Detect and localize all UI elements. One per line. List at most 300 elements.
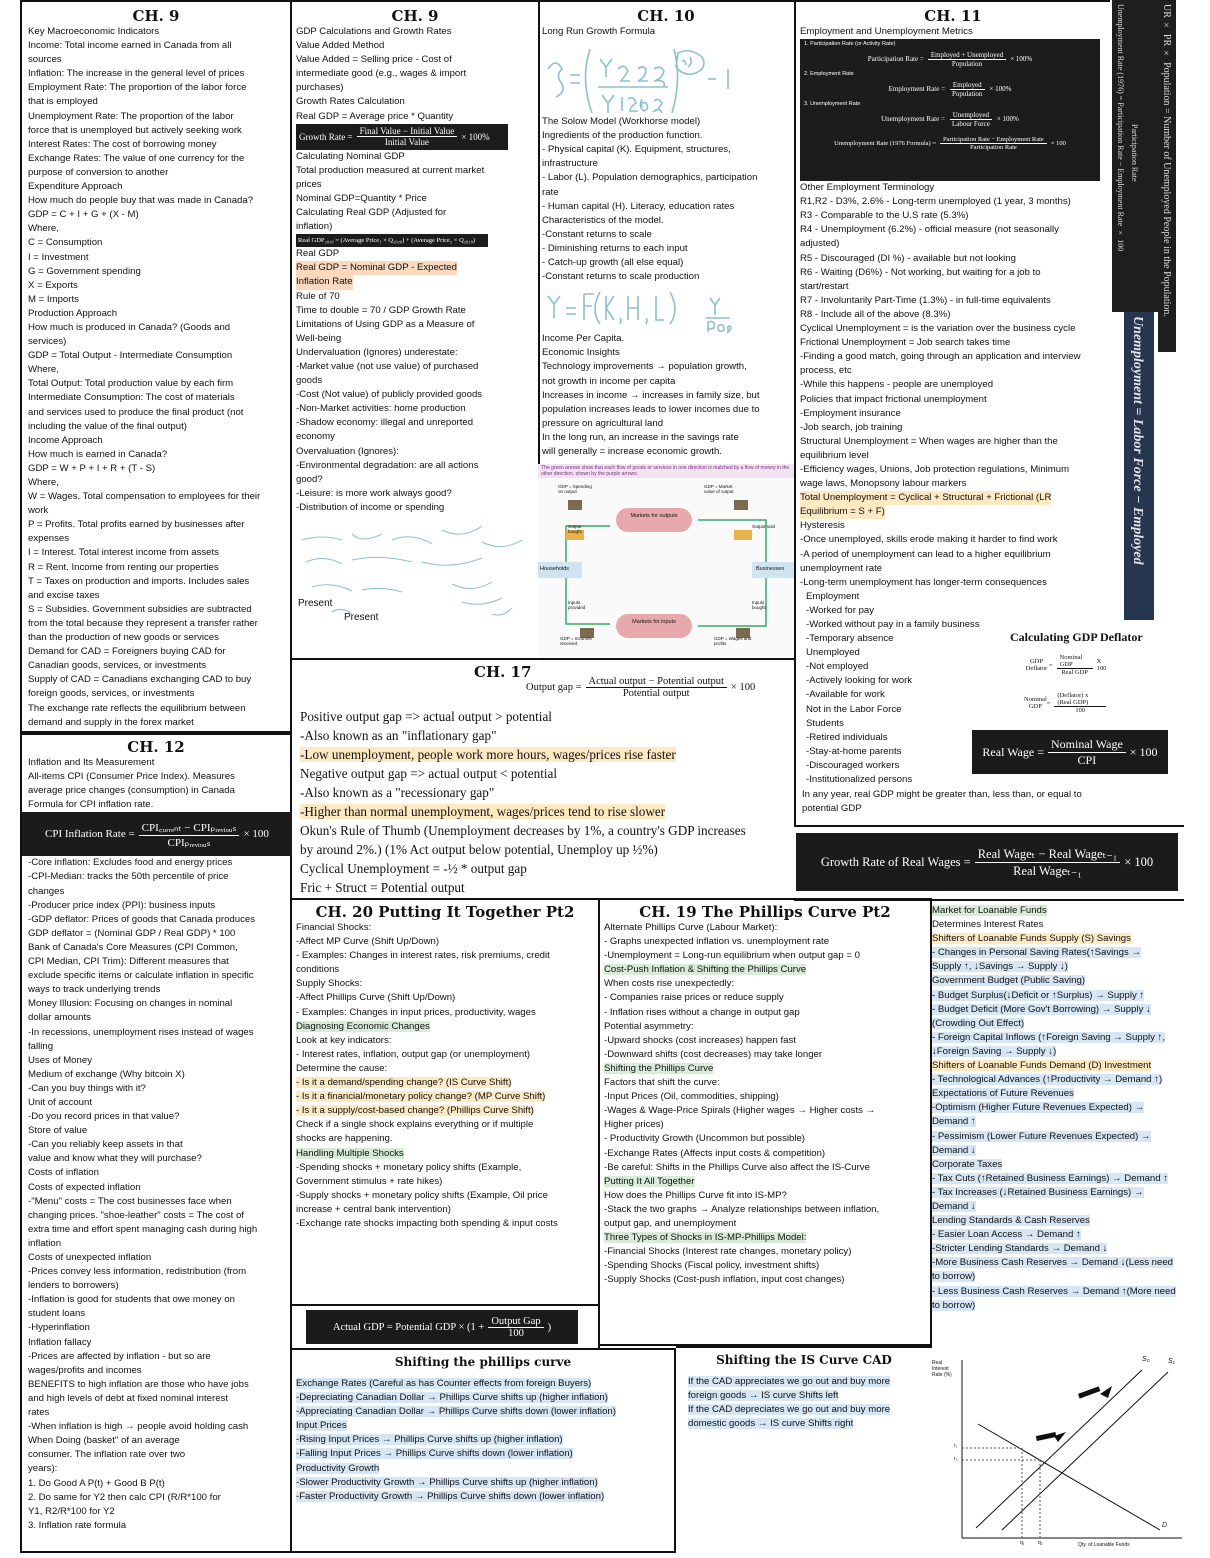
text-line: -Supply shocks + monetary policy shifts (Example, Oil price <box>296 1189 548 1201</box>
inputs-provided-label: Inputs provided <box>568 600 586 610</box>
text-line: Unemployed <box>806 647 860 659</box>
cost-push-heading: Cost-Push Inflation & Shifting the Phillips Curve <box>604 964 807 976</box>
text-line: Potential asymmetry: <box>604 1020 694 1032</box>
text-line: Lending Standards & Cash Reserves <box>932 1215 1090 1227</box>
text-line: W = Wages. Total compensation to employees for their <box>28 491 261 503</box>
text-line: equilibrium level <box>800 449 869 461</box>
rate-label-2: r₂ <box>954 1456 958 1462</box>
real-wage-growth-formula: Growth Rate of Real Wages = $\frac{\text{Real Wageₜ − Real Wageₜ₋₁}}{\text{Real Wageₜ₋₁}}$ × 100 <box>796 833 1178 891</box>
text-line: -Cost (Not value) of publicly provided goods <box>296 389 483 401</box>
text-line: When Doing (basket" of an average <box>28 1435 180 1447</box>
ch12-text-block-2 <box>28 856 284 1533</box>
text-line: Higher prices) <box>604 1119 664 1131</box>
text-line: Government stimulus + rate hikes) <box>296 1175 443 1187</box>
text-line: -Prices convey less information, redistribution (from <box>28 1266 247 1278</box>
text-line: -Do you record prices in that value? <box>28 1111 180 1123</box>
multiple-shocks-heading: Handling Multiple Shocks <box>296 1147 404 1159</box>
ch19-text-block-1 <box>604 921 926 963</box>
text-line: -Affect MP Curve (Shift Up/Down) <box>296 936 440 948</box>
text-line: Students <box>806 717 844 729</box>
panel-title: Shifting the IS Curve CAD <box>716 1353 892 1367</box>
chart-x-axis-label: Qty. of Loanable Funds <box>1078 1542 1130 1548</box>
total-unemployment-highlight: Total Unemployment = Cyclical + Structural + Frictional (LR Equilibrium = S + F) <box>800 491 1106 519</box>
text-line: ↓Foreign Saving → Supply ↓) <box>932 1045 1057 1057</box>
text-line: Costs of unexpected inflation <box>28 1252 152 1263</box>
vertical-formula-strip-1: Unemployment Rate (1976) = Participation Rate − Employment Rate × 100 Participation Rate <box>1112 0 1158 312</box>
panel-title: CH. 10 <box>637 7 695 25</box>
text-line: Financial Shocks: <box>296 922 372 933</box>
text-line: - Budget Deficit (More Gov't Borrowing) → Supply ↓ <box>932 1003 1151 1015</box>
text-line: intermediate good (e.g., wages & import <box>296 68 467 80</box>
ch20-text-block-3 <box>296 1118 594 1146</box>
text-line: -Financial Shocks (Interest rate changes, monetary policy) <box>604 1246 852 1258</box>
three-shocks-heading: Three Types of Shocks in IS-MP-Phillips Model: <box>604 1232 807 1244</box>
text-line: Supply Shocks: <box>296 978 363 990</box>
ch19-phillips-panel <box>598 898 932 1346</box>
text-line: - Inflation rises without a change in output gap <box>604 1006 800 1018</box>
text-line: Exchange Rates (Careful as has Counter effects from foreign Buyers) <box>296 1378 592 1389</box>
text-line: - Changes in Personal Saving Rates(↑Savings → <box>932 947 1142 959</box>
text-line: - Foreign Capital Inflows (↑Foreign Saving → Supply ↑, <box>932 1031 1166 1043</box>
ch9b-text-block-2 <box>296 150 534 235</box>
text-line: - Pessimism (Lower Future Revenues Expected) → <box>932 1130 1151 1142</box>
unemployment-rate-formula: Unemployment Rate = $\frac{\text{Unemployed}}{\text{Labour Force}}$ × 100% <box>881 110 1019 128</box>
chart-y-axis-label: Real Interest Rate (%) <box>932 1360 952 1378</box>
text-line: and high levels of debt at fixed nominal interest <box>28 1392 228 1404</box>
text-line: C = Consumption <box>28 237 103 249</box>
text-line: inflation <box>28 1237 62 1249</box>
text-line: -Worked without pay in a family business <box>806 619 980 630</box>
text-line: population increases leads to lower incomes due to <box>542 403 760 415</box>
present-label-2: Present <box>344 612 379 623</box>
text-line: -Stricter Lending Standards → Demand ↓ <box>932 1243 1108 1255</box>
text-line: R5 - Discouraged (DI %) - available but not looking <box>800 252 1016 264</box>
text-line: Unit of account <box>28 1096 92 1108</box>
panel-title: CH. 9 <box>391 7 439 25</box>
text-line: -Be careful: Shifts in the Phillips Curve also affect the IS-Curve <box>604 1161 870 1173</box>
text-line: All-items CPI (Consumer Price Index). Measures <box>28 771 235 783</box>
text-line: Factors that shift the curve: <box>604 1077 720 1089</box>
ch9b-text-block-4 <box>296 290 534 516</box>
text-line: R6 - Waiting (D6%) - Not working, but waiting for a job to <box>800 266 1041 278</box>
text-line: Cyclical Unemployment = is the variation over the business cycle <box>800 323 1076 335</box>
text-line: wage laws, Monopsony labour markers <box>800 478 967 490</box>
text-line: Shifters of Loanable Funds Supply (S) Savings <box>932 933 1131 945</box>
text-line: from the total because they represent a transfer rather <box>28 617 258 629</box>
text-line: work <box>28 505 49 517</box>
text-line: -Faster Productivity Growth → Phillips Curve shifts down (lower inflation) <box>296 1490 605 1502</box>
text-line: -Institutionalized persons <box>806 774 913 786</box>
ch12-inflation-panel <box>20 733 292 1553</box>
text-line: -Can you buy things with it? <box>28 1082 146 1094</box>
participation-rate-formula: Participation Rate = $\frac{\text{Employed + Unemployed}}{\text{Population}}$ × 100% <box>867 50 1033 68</box>
text-line: unemployment rate <box>800 562 883 574</box>
text-line: -Distribution of income or spending <box>296 501 445 513</box>
text-line: years): <box>28 1463 58 1475</box>
iscad-text-block <box>688 1375 920 1431</box>
gdp-deflator-section <box>1010 630 1210 645</box>
text-line: Market for Loanable Funds <box>932 905 1047 916</box>
text-line: prices <box>296 178 322 190</box>
text-line: (Crowding Out Effect) <box>932 1017 1025 1029</box>
text-line: Interest Rates: The cost of borrowing money <box>28 138 217 150</box>
ch10-text-block-1 <box>542 115 790 284</box>
panel-title: CH. 11 <box>924 7 982 25</box>
panel-title: CH. 9 <box>132 7 180 25</box>
text-line: Income Approach <box>28 434 103 446</box>
text-line: Bank of Canada's Core Measures (CPI Common, <box>28 941 238 953</box>
text-line: Inflation fallacy <box>28 1336 92 1348</box>
ch9a-text-block <box>28 25 284 730</box>
text-line: shocks are happening. <box>296 1133 393 1145</box>
text-line: -Supply Shocks (Cost-push inflation, input cost changes) <box>604 1274 845 1286</box>
text-line: Where, <box>28 477 59 488</box>
text-line: -Stay-at-home parents <box>806 745 902 757</box>
text-line: average price changes (consumption) in Canada <box>28 785 235 797</box>
text-line: Alternate Phillips Curve (Labour Market): <box>604 922 778 933</box>
growth-rate-formula: Growth Rate = $\frac{\text{Final Value − Initial Value}}{\text{Initial Value}}$ × 100% <box>296 124 508 150</box>
text-line: Growth Rates Calculation <box>296 96 405 108</box>
real-wage-growth-section <box>794 825 1184 901</box>
text-line: R4 - Unemployment (6.2%) - official measure (not seasonally <box>800 224 1059 236</box>
text-line: Store of value <box>28 1125 88 1137</box>
text-line: -Available for work <box>806 689 885 701</box>
text-line: - Companies raise prices or reduce supply <box>604 992 784 1004</box>
output-gap-formula: Output gap = $\frac{\text{Actual output − Potential output}}{\text{Potential output}}$ × 100 <box>526 676 756 699</box>
text-line: sources <box>28 54 62 66</box>
real-gdp-formula: Real GDP₂₀₂₀ = (Average Price₁ × Q₂₀₂₀) + (Average Price₂ × Q₂₀₂₀) <box>296 234 488 247</box>
text-line: Not in the Labor Force <box>806 703 902 715</box>
text-line: Medium of exchange (Why bitcoin X) <box>28 1068 185 1080</box>
text-line: -Long-term unemployment has longer-term consequences <box>800 576 1047 588</box>
panel-title: CH. 12 <box>127 738 185 756</box>
text-line: -Prices are affected by inflation - but so are <box>28 1350 211 1362</box>
text-line: good? <box>296 473 323 485</box>
text-line: -Actively looking for work <box>806 675 913 687</box>
ch10-text-block-2 <box>542 332 790 459</box>
text-line: -More Business Cash Reserves → Demand ↓(Less need <box>932 1257 1174 1269</box>
text-line: -Falling Input Prices → Phillips Curve shifts down (lower inflation) <box>296 1448 573 1460</box>
ch19-text-block-4 <box>604 1189 926 1231</box>
text-line: - Tax Increases (↓Retained Business Earnings) → <box>932 1186 1144 1198</box>
text-line: -Temporary absence <box>806 633 894 645</box>
text-line: adjusted) <box>800 238 840 250</box>
panel-title: CH. 17 <box>474 663 532 681</box>
text-line: 1. Do Good A P(t) + Good B P(t) <box>28 1477 165 1489</box>
text-line: Employment Rate: The proportion of the labor force <box>28 82 247 94</box>
diagnosing-heading: Diagnosing Economic Changes <box>296 1020 430 1032</box>
text-line: -Appreciating Canadian Dollar → Phillips Curve shifts down (lower inflation) <box>296 1406 616 1418</box>
text-line: If the CAD appreciates we go out and buy more <box>688 1376 891 1387</box>
text-line: Input Prices <box>296 1420 347 1432</box>
loanable-text-block <box>932 904 1200 1313</box>
text-line: extra time and effort spent managing cash during high <box>28 1223 258 1235</box>
text-line: -Market value (not use value) of purchased <box>296 360 479 372</box>
phillips-text-block <box>296 1377 670 1504</box>
text-line: start/restart <box>800 280 849 292</box>
vertical-formula-strip-2: UR × PR × Population = Number of Unemployed People in the Population. <box>1158 0 1176 352</box>
text-line: domestic goods → IS curve Shifts right <box>688 1418 854 1430</box>
text-line: -Input Prices (Oil, commodities, shipping) <box>604 1091 779 1103</box>
text-line: Rule of 70 <box>296 290 340 302</box>
text-line: -When inflation is high → people avoid holding cash <box>28 1421 249 1433</box>
text-line: Production Approach <box>28 307 118 319</box>
text-line: Time to double = 70 / GDP Growth Rate <box>296 304 466 316</box>
text-line: -A period of unemployment can lead to a higher equilibrium <box>800 548 1051 560</box>
text-line: - Physical capital (K). Equipment, structures, <box>542 144 731 156</box>
text-line: that is employed <box>28 96 98 108</box>
text-line: - Less Business Cash Reserves → Demand ↑(More need <box>932 1285 1176 1297</box>
text-line: -Affect Phillips Curve (Shift Up/Down) <box>296 992 456 1004</box>
loanable-funds-graph <box>932 1350 1200 1553</box>
text-line: increase + central bank intervention) <box>296 1203 451 1215</box>
text-line: Demand ↑ <box>932 1116 976 1128</box>
text-line: demand and supply in the forex market <box>28 716 194 728</box>
text-line: output gap, and unemployment <box>604 1217 737 1229</box>
text-line: -GDP deflator: Prices of goods that Canada produces <box>28 913 256 925</box>
text-line: Corporate Taxes <box>932 1158 1003 1170</box>
text-line: Expectations of Future Revenues <box>932 1088 1074 1100</box>
text-line: purpose of conversion to another <box>28 166 169 178</box>
employment-formulas-box: 1. Participation Rate (or Activity Rate) Participation Rate = $\frac{\text{Employed + Unemployed}}{\text{Population}}$ × 100% 2. Employment Rate Employment Rate = $\frac{\text{Employed}}{\text{Population}}$ × 100% 3. Unemployment Rate Unemployment Rate = $\frac{\text{Unemployed}}{\text{Labour Force}}$ × 100% Unemployment Rate (1976 Formula) = $\frac{\text{Participation Rate − Employment Rate}}{\text{Participation Rate}}$ × 100 <box>800 39 1100 181</box>
supply-label-0: S₀ <box>1142 1356 1150 1363</box>
text-line: potential GDP <box>802 803 862 815</box>
text-line: G = Government spending <box>28 265 141 277</box>
loanable-funds-panel <box>932 902 1200 1342</box>
text-line: The exchange rate reflects the equilibrium between <box>28 702 246 714</box>
text-line: BENEFITS to high inflation are those who have jobs <box>28 1378 249 1390</box>
text-line: services) <box>28 336 67 348</box>
text-line: Increases in income → increases in family size, but <box>542 389 760 401</box>
vertical-formula-strip-3: Unemployment = Labor Force − Employed <box>1124 312 1154 620</box>
ch10-subtitle: Long Run Growth Formula <box>542 26 656 37</box>
text-line: changes <box>28 885 65 897</box>
text-line: including the value of the final output) <box>28 420 187 432</box>
text-line: -Depreciating Canadian Dollar → Phillips Curve shifts up (higher inflation) <box>296 1392 608 1404</box>
text-line: and excise taxes <box>28 589 100 601</box>
handwritten-production-function <box>542 284 782 332</box>
actual-gdp-section <box>290 1306 600 1350</box>
text-line: How much is produced in Canada? (Goods and <box>28 321 231 333</box>
text-line: -In recessions, unemployment rises instead of wages <box>28 1026 254 1038</box>
unemployment-1976-formula: Unemployment Rate (1976 Formula) = $\frac{\text{Participation Rate − Employment Rate}}{\text{Participation Rate}}$ × 100 <box>834 135 1066 151</box>
shifting-is-curve-panel <box>676 1346 932 1553</box>
ch20-text-block-4 <box>296 1161 594 1231</box>
text-line: -Finding a good match, going through an application and interview <box>800 351 1081 363</box>
text-line: Undervaluation (Ignores) underestate: <box>296 346 458 358</box>
text-line: GDP = W + P + I + R + (T - S) <box>28 462 156 474</box>
ch20-text-block-2 <box>296 1034 594 1076</box>
text-line: Determines Interest Rates <box>932 919 1044 931</box>
text-line: -Hyperinflation <box>28 1322 90 1334</box>
text-line: I = Investment <box>28 251 89 263</box>
loanable-funds-chart <box>932 1350 1200 1553</box>
text-line: When costs rise unexpectedly: <box>604 978 735 990</box>
text-line: -Constant returns to scale <box>542 228 652 240</box>
text-line: Shifters of Loanable Funds Demand (D) Investment <box>932 1060 1152 1072</box>
text-line: Productivity Growth <box>296 1462 380 1474</box>
text-line: P = Profits. Total profits earned by businesses after <box>28 519 245 531</box>
rate-label-1: r₁ <box>954 1443 958 1449</box>
cpi-inflation-formula: CPI Inflation Rate = $\frac{\text{CPI꜀ᵤᵣᵣₑₙₜ − CPIₚᵣₑᵥᵢₒᵤₛ}}{\text{CPIₚᵣₑᵥᵢₒᵤₛ}}$ × 100 <box>22 812 292 856</box>
text-line: -Efficiency wages, Unions, Job protection regulations, Minimum <box>800 463 1070 475</box>
text-line: will generally = increase economic growth. <box>542 445 722 457</box>
gdp-spending-label: GDP = Spending on output <box>558 484 592 494</box>
text-line: Ingredients of the production function. <box>542 130 703 142</box>
ch9b-text-block-1 <box>296 25 534 124</box>
text-line: force that is unemployed but actively seeking work <box>28 124 242 136</box>
text-line: -Slower Productivity Growth → Phillips Curve shifts up (higher inflation) <box>296 1476 598 1488</box>
text-line: Where, <box>28 364 59 376</box>
gdp-incomes-label: GDP = Incomes received <box>560 636 592 646</box>
text-line: - Technological Advances (↑Productivity → Demand ↑) <box>932 1074 1163 1086</box>
text-line: Calculating Nominal GDP <box>296 150 405 162</box>
text-line: not growth in income per capita <box>542 375 676 387</box>
text-line: goods <box>296 375 323 387</box>
text-line: infrastructure <box>542 158 598 170</box>
text-line: - Examples: Changes in input prices, productivity, wages <box>296 1006 536 1018</box>
text-line: value and know what they will purchase? <box>28 1153 202 1165</box>
text-line: wages/profits and incomes <box>28 1364 142 1376</box>
output-sold-label: Output sold <box>752 524 776 529</box>
households-label: Households <box>540 566 570 572</box>
ch9-key-indicators-panel <box>20 0 292 733</box>
text-line: economy <box>296 431 335 443</box>
text-line: Check if a single shock explains everything or if multiple <box>296 1119 534 1131</box>
text-line: to borrow) <box>932 1271 976 1283</box>
text-line: -Unemployment = Long-run equilibrium when output gap = 0 <box>604 950 860 962</box>
panel-title: Shifting the phillips curve <box>394 1355 572 1369</box>
ch20-text-block-1 <box>296 921 594 1020</box>
text-line: student loans <box>28 1308 86 1320</box>
text-line: -Shadow economy: illegal and unreported <box>296 417 474 429</box>
text-line: - Budget Surplus(↓Deficit or ↑Surplus) → Supply ↑ <box>932 989 1145 1001</box>
text-line: -Downward shifts (cost decreases) may take longer <box>604 1048 823 1060</box>
ch19-text-block-2 <box>604 977 926 1062</box>
text-line: Demand for CAD = Foreigners buying CAD for <box>28 646 226 658</box>
text-line: Money Illusion: Focusing on changes in nominal <box>28 998 233 1010</box>
text-line: Frictional Unemployment = Job search takes time <box>800 337 1011 349</box>
ch17-text: Positive output gap => actual output > potential -Also known as an "inflationary gap" -Low unemployment, people work more hours, wages/prices rise faster Negative output gap => actual output < potential -Also known as a "recessionary gap" -Higher than normal unemployment, wages/prices tend to rise slower Okun's Rule of Thumb (Unemployment decreases by 1%, a country's GDP increases by around 2%.) (1% Act output below potential, Unemploy up ½%) Cyclical Unemployment = -½ * output gap Fric + Struct = Potential output <box>300 709 746 895</box>
text-line: Real GDP <box>296 248 340 260</box>
diagram-caption: The green arrows show that each flow of goods or services in one direction is matched by a flow of money in the other direction, shown by the purple arrows. <box>538 464 794 478</box>
text-line: -Spending Shocks (Fiscal policy, investment shifts) <box>604 1260 820 1272</box>
text-line: Employment <box>806 590 860 602</box>
text-line: -Inflation is good for students that owe money on <box>28 1294 235 1306</box>
text-line: Supply of CAD = Canadians exchanging CAD to buy <box>28 674 252 686</box>
text-line: Other Employment Terminology <box>800 182 935 194</box>
qty-label-1: q₁ <box>1020 1540 1025 1546</box>
text-line: GDP = Total Output - Intermediate Consumption <box>28 350 233 362</box>
text-line: -Producer price index (PPI): business inputs <box>28 899 216 911</box>
output-bought-label: Output bought <box>568 524 582 534</box>
text-line: Inflation and Its Measurement <box>28 757 155 768</box>
employment-rate-formula: Employment Rate = $\frac{\text{Employed}}{\text{Population}}$ × 100% <box>888 80 1012 98</box>
ch20-shift-checklist: - Is it a demand/spending change? (IS Curve Shift) - Is it a financial/monetary policy change? (MP Curve Shift) - Is it a supply/cost-based change? (Phillips Curve Shift) <box>296 1077 546 1117</box>
text-line: Uses of Money <box>28 1054 92 1066</box>
text-line: foreign goods, services, or investments <box>28 688 195 700</box>
ch11-text-block-1 <box>800 181 1106 491</box>
text-line: consumer. The inflation rate over two <box>28 1449 186 1461</box>
text-line: -Optimism (Higher Future Revenues Expected) → <box>932 1102 1145 1114</box>
ch19-text-block-3 <box>604 1076 926 1175</box>
text-line: - Diminishing returns to each input <box>542 242 688 254</box>
text-line: I = Interest. Total interest income from assets <box>28 547 219 559</box>
text-line: inflation) <box>296 221 333 233</box>
gdp-wages-label: GDP = Wages and profits <box>714 636 752 646</box>
shifting-phillips-heading: Shifting the Phillips Curve <box>604 1062 714 1074</box>
text-line: X = Exports <box>28 279 78 291</box>
present-label-1: Present <box>298 598 333 609</box>
text-line: GDP Calculations and Growth Rates <box>296 26 452 37</box>
handwritten-notes <box>292 522 538 637</box>
text-line: T = Taxes on production and imports. Includes sales <box>28 575 250 587</box>
inputs-bought-label: Inputs bought <box>752 600 766 610</box>
text-line: -Spending shocks + monetary policy shifts (Example, <box>296 1161 522 1173</box>
text-line: -Non-Market activities: home production <box>296 403 466 415</box>
text-line: How much is earned in Canada? <box>28 448 168 460</box>
text-line: Costs of inflation <box>28 1167 99 1179</box>
shifting-phillips-panel <box>290 1348 676 1553</box>
text-line: 2. Do same for Y2 then calc CPI (R/R*100 for <box>28 1491 221 1503</box>
text-line: -Rising Input Prices → Phillips Curve shifts up (higher inflation) <box>296 1434 563 1446</box>
text-line: -Upward shocks (cost increases) happen fast <box>604 1034 796 1046</box>
text-line: Government Budget (Public Saving) <box>932 975 1086 987</box>
panel-title: CH. 19 The Phillips Curve Pt2 <box>639 903 891 921</box>
text-line: - Productivity Growth (Uncommon but possible) <box>604 1133 806 1145</box>
ch9-gdp-calculations-panel <box>290 0 540 660</box>
text-line: Characteristics of the model. <box>542 214 664 226</box>
text-line: - Examples: Changes in interest rates, risk premiums, credit <box>296 950 550 962</box>
real-gdp-highlight: Real GDP = Nominal GDP - Expected Inflation Rate <box>296 261 534 289</box>
text-line: Canadian goods, services, or investments <box>28 660 207 672</box>
text-line: GDP deflator = (Nominal GDP / Real GDP) * 100 <box>28 927 236 939</box>
text-line: Policies that impact frictional unemployment <box>800 393 987 405</box>
demand-label: D <box>1162 1522 1168 1529</box>
text-line: Hysteresis <box>800 520 845 532</box>
qty-label-2: q₂ <box>1038 1540 1043 1546</box>
text-line: Costs of expected inflation <box>28 1181 141 1193</box>
text-line: -Once unemployed, skills erode making it harder to find work <box>800 534 1058 546</box>
text-line: -Exchange Rates (Affects input costs & competition) <box>604 1147 826 1159</box>
ch11-text-block-4 <box>802 788 1082 816</box>
text-line: Determine the cause: <box>296 1062 388 1074</box>
text-line: process, etc <box>800 365 852 377</box>
text-line: Total Output: Total production value by each firm <box>28 378 234 390</box>
text-line: Income: Total income earned in Canada from all <box>28 40 232 52</box>
text-line: - Human capital (H). Literacy, education rates <box>542 200 735 212</box>
text-line: Value Added = Selling price - Cost of <box>296 54 452 66</box>
text-line: -Exchange rate shocks impacting both spending & input costs <box>296 1217 558 1229</box>
text-line: How much do people buy that was made in Canada? <box>28 195 254 207</box>
text-line: S = Subsidies. Government subsidies are subtracted <box>28 603 252 615</box>
text-line: exclude specific items or calculate inflation in specific <box>28 970 254 982</box>
text-line: 3. Inflation rate formula <box>28 1519 127 1531</box>
text-line: pressure on agricultural land <box>542 417 664 429</box>
text-line: Economic Insights <box>542 347 620 359</box>
gdp-deflator-formula-2: Nominal GDP = $\frac{\text{(Deflator) x (Real GDP)}}{100}$ <box>1024 692 1110 714</box>
text-line: Look at key indicators: <box>296 1034 392 1046</box>
text-line: R7 - Involuntarily Part-Time (1.3%) - in full-time equivalents <box>800 294 1051 306</box>
text-line: Well-being <box>296 332 342 344</box>
text-line: - Easier Loan Access → Demand ↑ <box>932 1229 1081 1241</box>
text-line: Expenditure Approach <box>28 181 123 193</box>
ch11-subtitle: Employment and Unemployment Metrics <box>800 26 973 37</box>
text-line: -Retired individuals <box>806 731 888 743</box>
circular-flow-diagram <box>538 464 794 662</box>
ch19-text-block-5 <box>604 1245 926 1287</box>
growth-rate-fraction: $\frac{\text{Final Value − Initial Value}}{\text{Initial Value}}$ <box>357 126 458 147</box>
